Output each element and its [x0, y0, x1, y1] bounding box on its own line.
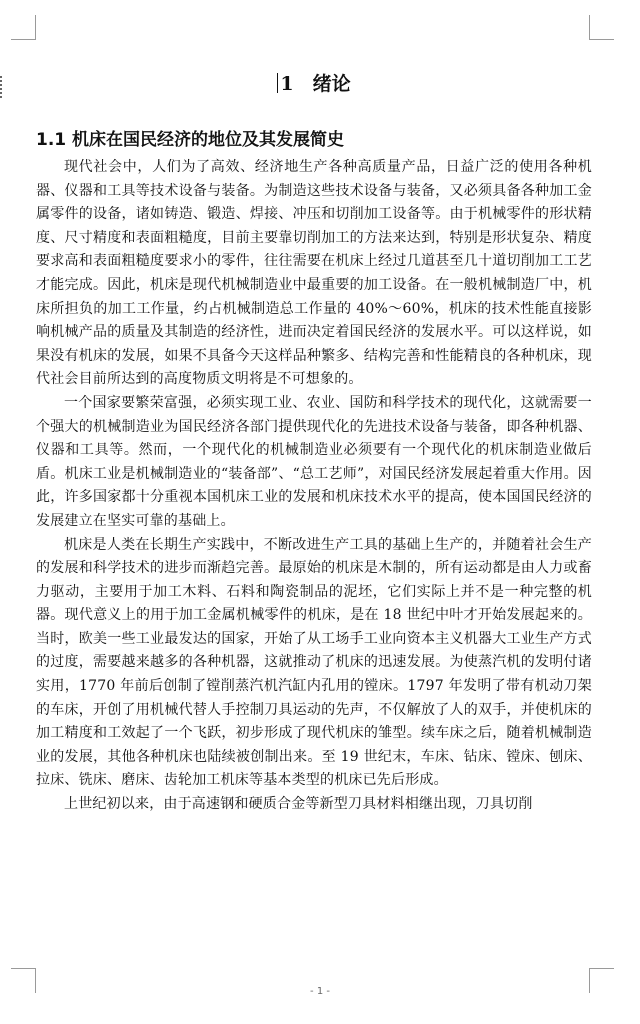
text-cursor — [277, 73, 278, 93]
crop-mark-top-left — [11, 15, 36, 40]
section-title: 1.1 机床在国民经济的地位及其发展简史 — [36, 130, 345, 150]
chapter-title: 1 绪论 — [36, 68, 592, 100]
paragraph-1: 现代社会中，人们为了高效、经济地生产各种高质量产品，日益广泛的使用各种机器、仪器和工具等技术设备与装备。为制造这些技术设备与装备，又必须具备各种加工金属零件的设备，诸如铸造、锻造、焊接、冲压和切削加工设备等。由于机械零件的形状精度、尺寸精度和表面粗糙度，目前主要靠切削加工的方法来达到，特别是形状复杂、精度要求高和表面粗糙度要求小的零件，往往需要在机床上经过几道甚至几十道切削加工工艺才能完成。因此，机床是现代机械制造业中最重要的加工设备。在一般机械制造厂中，机床所担负的加工工作量，约占机械制造总工作量的 40%～60%，机床的技术性能直接影响机械产品的质量及其制造的经济性，进而决定着国民经济的发展水平。可以这样说，如果没有机床的发展，如果不具备今天这样品种繁多、结构完善和性能精良的各种机床，现代社会目前所达到的高度物质文明将是不可想象的。 — [36, 159, 592, 388]
document-body[interactable] — [36, 68, 592, 817]
margin-marker — [0, 76, 5, 98]
paragraph-3: 机床是人类在长期生产实践中，不断改进生产工具的基础上生产的，并随着社会生产的发展和科学技术的进步而渐趋完善。最原始的机床是木制的，所有运动都是由人力或畜力驱动，主要用于加工木料、石料和陶瓷制品的泥坯，它们实际上并不是一种完整的机器。现代意义上的用于加工金属机械零件的机床，是在 18 世纪中叶才开始发展起来的。当时，欧美一些工业最发达的国家，开始了从工场手工业向资本主义机器大工业生产方式的过度，需要越来越多的各种机器，这就推动了机床的迅速发展。为使蒸汽机的发明付诸实用，1770 年前后创制了镗削蒸汽机汽缸内孔用的镗床。1797 年发明了带有机动刀架的车床，开创了用机械代替人手控制刀具运动的先声，不仅解放了人的双手，并使机床的加工精度和工效起了一个飞跃，初步形成了现代机床的雏型。续车床之后，随着机械制造业的发展，其他各种机床也陆续被创制出来。至 19 世纪末，车床、钻床、镗床、刨床、拉床、铣床、磨床、齿轮加工机床等基本类型的机床已先后形成。 — [36, 536, 592, 789]
page-number: - 1 - — [310, 986, 330, 997]
paragraph-4: 上世纪初以来，由于高速钢和硬质合金等新型刀具材料相继出现，刀具切削 — [64, 796, 533, 813]
crop-mark-top-right — [589, 15, 614, 40]
paragraph-2: 一个国家要繁荣富强，必须实现工业、农业、国防和科学技术的现代化，这就需要一个强大的机械制造业为国民经济各部门提供现代化的先进技术设备与装备，即各种机器、仪器和工具等。然而，一个现代化的机械制造业必须要有一个现代化的机床制造业做后盾。机床工业是机械制造业的“装备部”、“总工艺师”，对国民经济发展起着重大作用。因此，许多国家都十分重视本国机床工业的发展和机床技术水平的提高，使本国国民经济的发展建立在坚实可靠的基础上。 — [36, 394, 592, 529]
